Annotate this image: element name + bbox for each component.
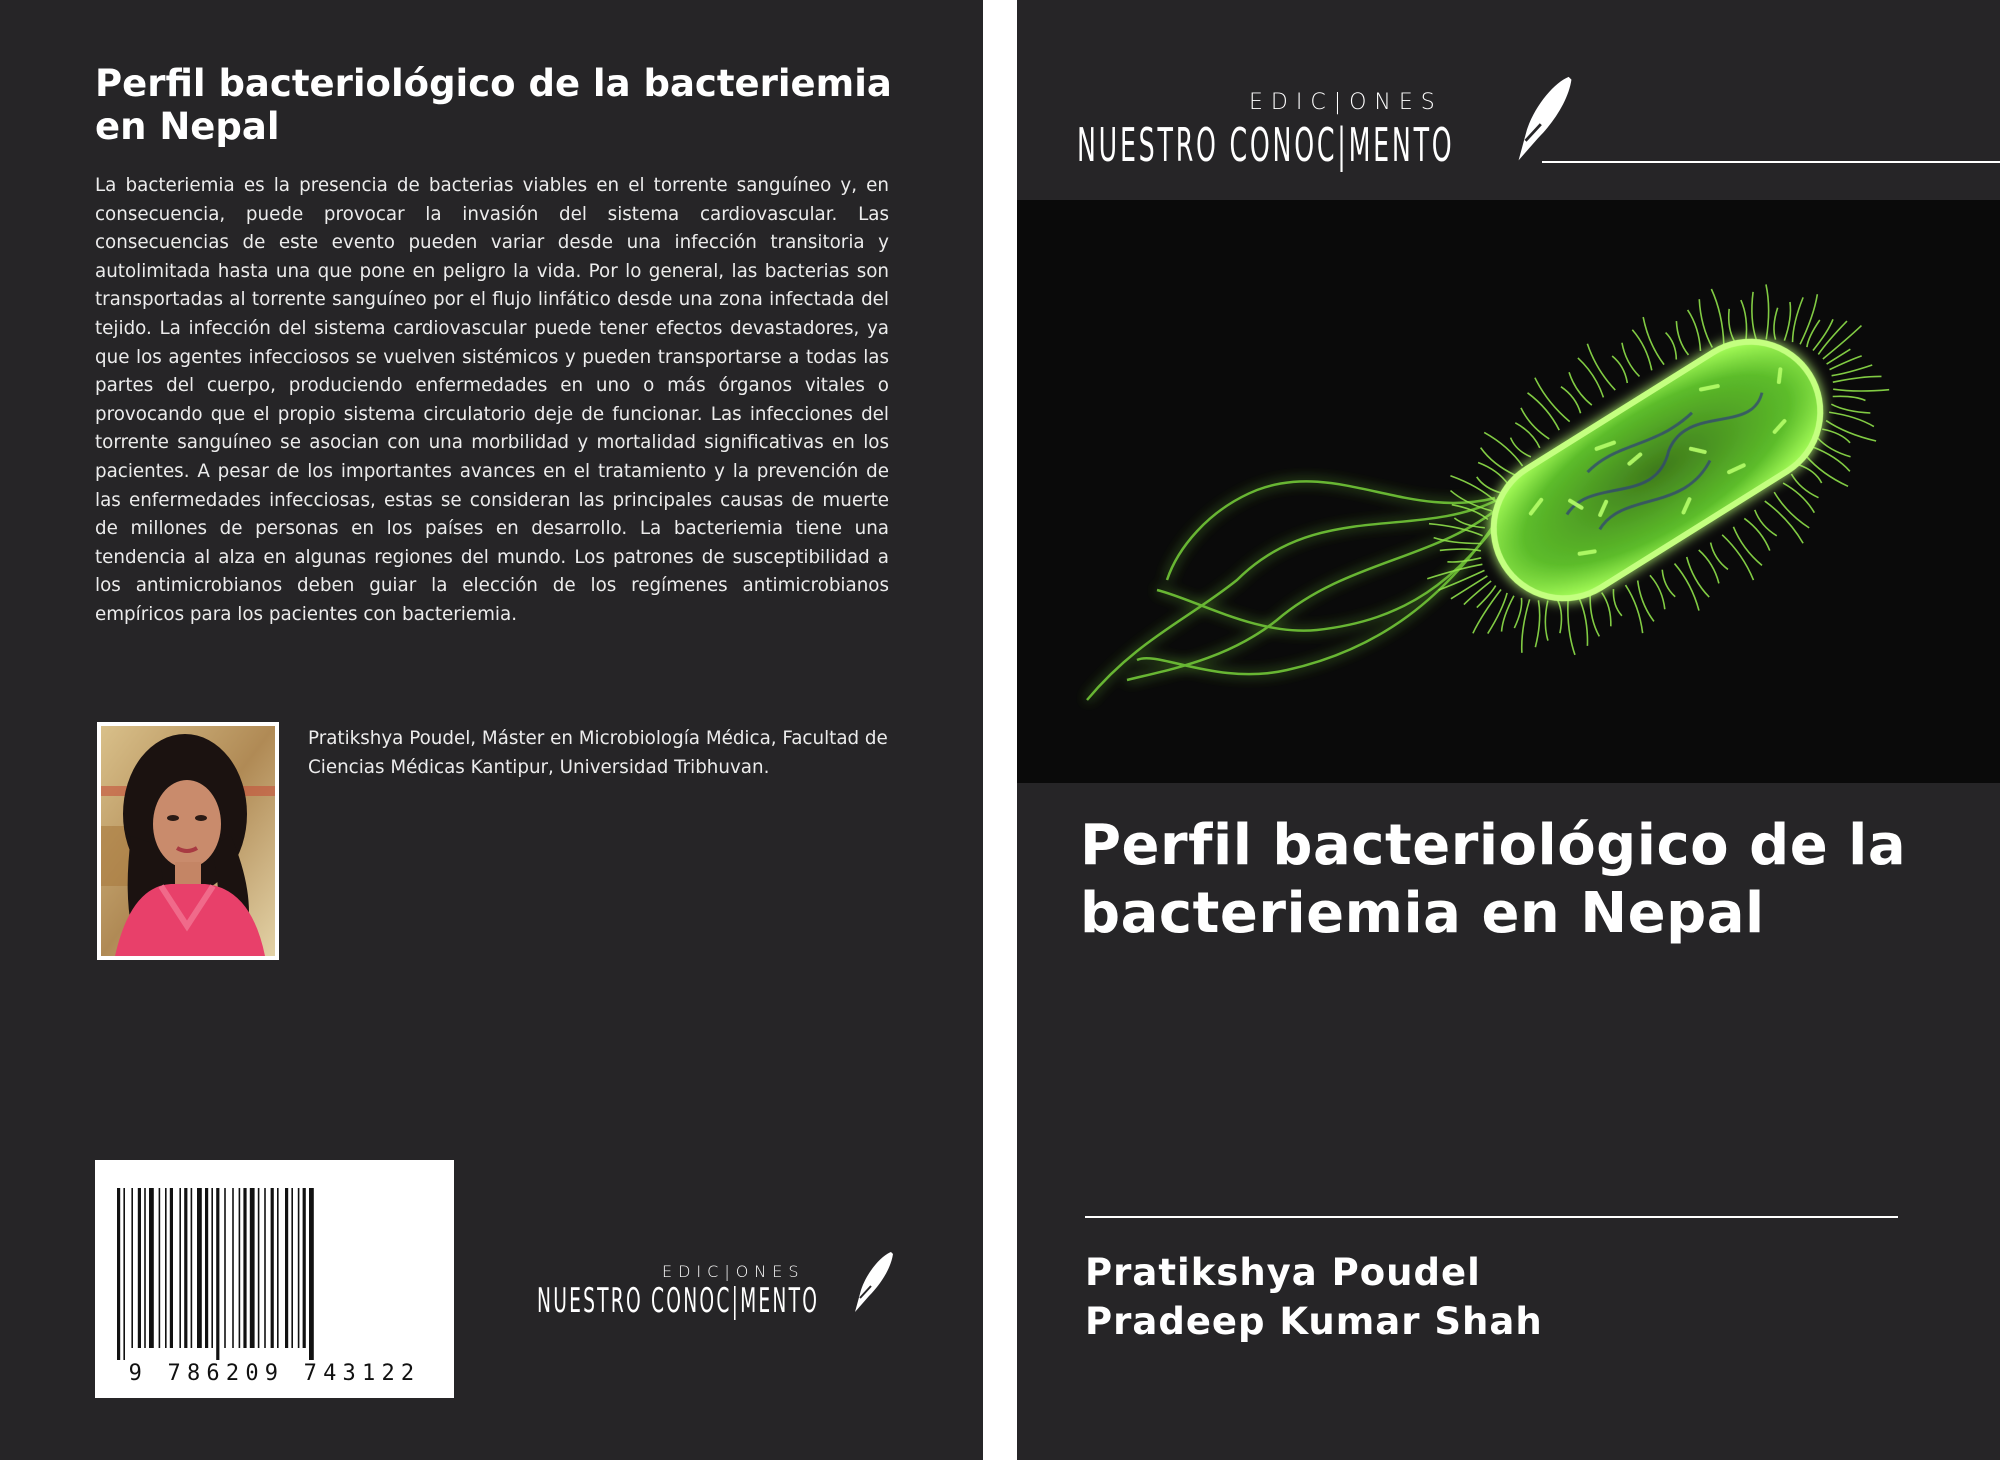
barcode-bar [224,1188,226,1348]
bacterium-pilus [1791,474,1818,498]
bacterium-pilus [1783,483,1814,513]
barcode-bar [264,1188,266,1348]
barcode-bar [277,1188,279,1348]
pen-nib-icon [851,1250,897,1316]
barcode-bar [250,1188,255,1348]
bacterium-illustration [1017,200,2000,783]
bacterium-pilus [1502,596,1514,632]
author-divider [1085,1216,1898,1218]
bacterium-pilus [1722,535,1753,580]
bacterium-pilus [1650,575,1665,609]
barcode-bar [205,1188,208,1348]
bacterium-pilus [1484,432,1522,466]
barcode-bar [298,1188,300,1348]
barcode-bar [170,1188,173,1348]
bacterium-pilus [1515,423,1539,448]
bacterium-pilus [1818,438,1851,457]
bacterium-pilus [1830,356,1862,370]
pen-nib-icon [1513,74,1577,166]
bacterium-pilus [1662,570,1675,597]
bacterium-pilus [1813,319,1833,350]
bacterium-pilus [1711,289,1723,345]
author-bio: Pratikshya Poudel, Máster en Microbiología Médica, Facultad de Ciencias Médicas Kantipur, Universidad Tribhuvan. [308,728,888,778]
barcode-bars [95,1160,454,1360]
bacterium-pilus [1613,589,1621,616]
author-list [1085,1248,1543,1346]
barcode-bar [232,1188,234,1348]
publisher-logo-rule [1542,161,2000,163]
barcode-bar [138,1188,141,1348]
barcode-bar [159,1188,161,1348]
barcode-bar [165,1188,167,1348]
bacterium-pilus [1833,389,1889,391]
barcode-bar [303,1188,306,1348]
bacterium-pilus [1666,333,1677,360]
bacterium-pilus [1477,586,1496,608]
back-cover-blurb: La bacteriemia es la presencia de bacterias viables en el torrente sanguíneo y, en consecuencia, puede provocar la invasión del sistema cardiovascular. Las consecuencias de este evento pueden variar desde una infección transitoria y autolimitada hasta una que pone en peligro la vida. Por lo general, las bacterias son transportadas al torrente sanguíneo por el flujo linfático desde una zona infectada del tejido. La infección del sistema cardiovascular puede tener efectos devastadores, ya que los agentes infecciosos se vuelven sistémicos y pueden transportarse a todas las partes del cuerpo, produciendo enfermedades en uno o más órganos vitales o provocando que el propio sistema circulatorio deje de funcionar. Las infecciones del torrente sanguíneo se asocian con una morbilidad y mortalidad significativas en los pacientes. A pesar de los importantes avances en el tratamiento y la prevención de las enfermedades infecciosas, estas se consideran las principales causas de muerte de millones de personas en los países en desarrollo. La bacteriemia tiene una tendencia al alza en algunas regiones del mundo. Los patrones de susceptibilidad a los antimicrobianos deben guiar la elección de los regímenes antimicrobianos empíricos para los pacientes con bacteriemia. [95,175,889,625]
barcode-bar [144,1188,146,1348]
author-name: Pratikshya Poudel [1085,1251,1481,1294]
bacterium-pilus [1765,501,1803,543]
publisher-logo-front [1077,90,1597,170]
bacterium-pilus [1569,372,1592,405]
bacterium-pilus [1478,462,1508,484]
bacterium-pilus [1774,308,1778,340]
bacterium-pilus [1451,576,1487,599]
bacterium-pilus [1733,527,1762,566]
bacterium-pilus [1638,580,1654,621]
bacterium-pilus [1602,593,1611,627]
bacterium-pilus [1587,344,1615,390]
barcode-bar [291,1188,293,1348]
barcode-bar [123,1188,125,1360]
publisher-logo-line2: NUESTRO CONOC|MENTO [1077,118,1455,172]
barcode-bar [117,1188,120,1360]
bacterium-pilus [1784,302,1790,341]
bacterium-pilus [1514,598,1521,628]
barcode-bar [179,1188,181,1348]
bacterium-pilus [1579,598,1588,646]
bacterium-pilus [1829,412,1874,426]
back-cover [0,0,983,1460]
bacterium-pilus [1687,557,1710,597]
bacterium-pilus [1440,549,1481,551]
bacterium-pilus [1744,518,1769,550]
bacterium-pilus [1688,310,1701,351]
bacterium-pilus [1752,292,1756,340]
isbn-number: 9 786209 743122 [128,1361,421,1386]
bacterium-pilus [1833,396,1866,400]
bacterium-pilus [1521,408,1549,439]
publisher-logo-line1: EDIC|ONES [662,1262,805,1281]
bacterium-pilus [1699,299,1712,347]
bacterium-pilus [1741,300,1747,341]
cover-illustration [1017,200,2000,783]
barcode-bar [258,1188,260,1348]
bacterium-pilus [1545,601,1548,641]
bacterium-pilus [1535,378,1570,422]
barcode-bar [149,1188,154,1348]
bacterium-pilus [1522,599,1530,652]
bacterium-pilus [1793,297,1804,342]
bacterium-pilus [1675,564,1699,611]
bacterium-pilus [1774,492,1809,528]
bacterium-pilus [1464,581,1491,605]
barcode-bar [243,1188,246,1348]
bacterium-pilus [1711,543,1728,570]
barcode-bar [197,1188,202,1348]
barcode-bar [239,1188,241,1348]
barcode-bar [309,1188,314,1360]
barcode-bar [184,1188,187,1348]
barcode-bar [211,1188,213,1348]
front-cover-title: Perfil bacteriológico de la bacteriemia en Nepal [1080,813,1907,946]
bacterium-pilus [1535,600,1539,647]
bacterium-pilus [1488,593,1507,634]
bacterium-pilus [1558,600,1562,633]
bacterium-pilus [1833,376,1882,382]
bacterium-pilus [1831,404,1870,413]
bacterium-pilus [1766,284,1769,339]
barcode-bar [285,1188,288,1348]
barcode-bar [216,1188,219,1360]
bacterium-pilus [1729,309,1735,342]
publisher-logo-line1: EDIC|ONES [1249,90,1443,115]
author-name: Pradeep Kumar Shah [1085,1300,1543,1343]
barcode-bar [131,1188,133,1348]
back-cover-title: Perfil bacteriológico de la bacteriemia en Nepal [95,62,892,148]
bacterium-pilus [1643,317,1664,365]
barcode-bar [271,1188,274,1348]
isbn-barcode [95,1160,454,1398]
bacterium-pilus [1800,294,1817,344]
bacterium-pilus [1578,358,1604,397]
publisher-logo-line2: NUESTRO CONOC|MENTO [537,1281,820,1321]
barcode-bar [191,1188,193,1348]
bacterium-pilus [1676,321,1688,355]
bacterium-pilus [1590,595,1599,636]
spine-gap [983,0,1017,1460]
bacterium-pilus [1568,599,1575,655]
bacterium-pilus [1612,356,1627,383]
publisher-logo-back [537,1262,897,1322]
author-portrait [97,722,279,960]
